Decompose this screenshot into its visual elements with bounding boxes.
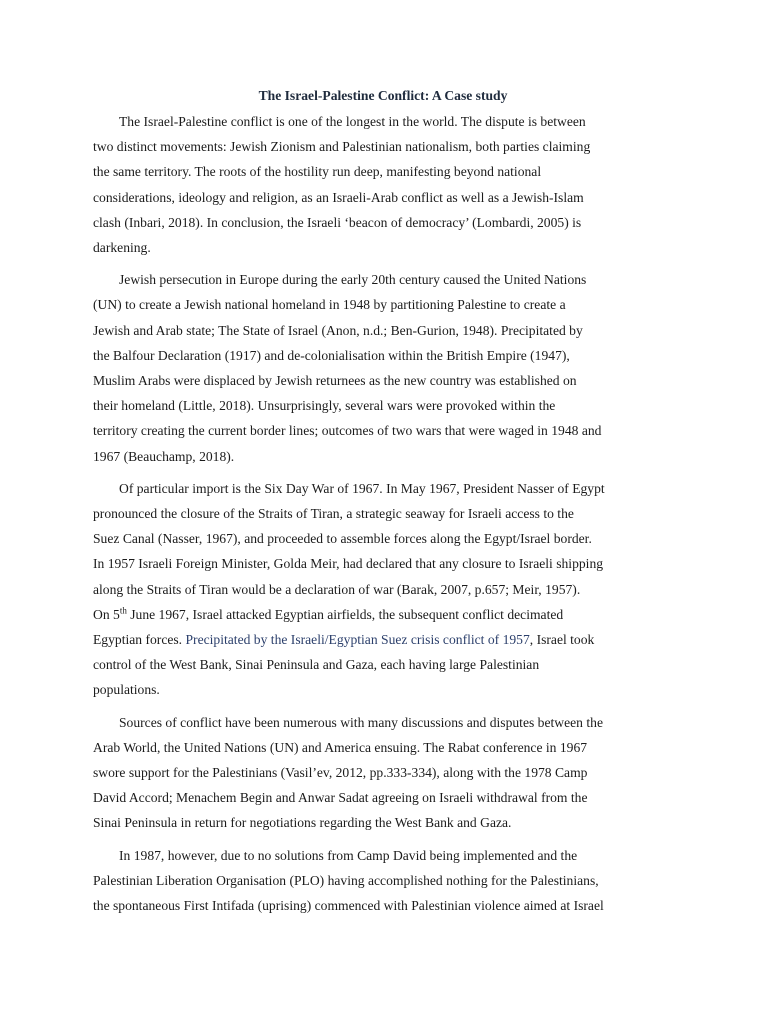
paragraph-line: Sinai Peninsula in return for negotiations regarding the West Bank and Gaza. xyxy=(93,815,512,831)
paragraph-line: Suez Canal (Nasser, 1967), and proceeded to assemble forces along the Egypt/Israel border. xyxy=(93,531,592,547)
paragraph-line: territory creating the current border lines; outcomes of two wars that were waged in 1948 and xyxy=(93,423,602,439)
paragraph-line: the spontaneous First Intifada (uprising) commenced with Palestinian violence aimed at Israel xyxy=(93,898,604,914)
paragraph-line: Jewish and Arab state; The State of Israel (Anon, n.d.; Ben-Gurion, 1948). Precipitated by xyxy=(93,322,583,338)
paragraph-line: clash (Inbari, 2018). In conclusion, the Israeli ‘beacon of democracy’ (Lombardi, 2005) is xyxy=(93,214,582,230)
paragraph-line: David Accord; Menachem Begin and Anwar Sadat agreeing on Israeli withdrawal from the xyxy=(93,790,588,806)
paragraph-first-intifada xyxy=(93,843,673,919)
paragraph-line: Muslim Arabs were displaced by Jewish returnees as the new country was established on xyxy=(93,373,577,389)
paragraph-line: In 1957 Israeli Foreign Minister, Golda Meir, had declared that any closure to Israeli shipping xyxy=(93,556,604,572)
document-page xyxy=(93,86,673,925)
paragraph-line: considerations, ideology and religion, as an Israeli-Arab conflict as well as a Jewish-Islam xyxy=(93,189,584,205)
paragraph-sources-of-conflict xyxy=(93,710,673,836)
paragraph-line: two distinct movements: Jewish Zionism and Palestinian nationalism, both parties claiming xyxy=(93,139,591,155)
paragraph-line: In 1987, however, due to no solutions from Camp David being implemented and the xyxy=(119,847,578,863)
paragraph-six-day-war xyxy=(93,476,673,703)
paragraph-line: pronounced the closure of the Straits of Tiran, a strategic seaway for Israeli access to the xyxy=(93,506,574,522)
paragraph-history xyxy=(93,267,673,469)
paragraph-line: populations. xyxy=(93,682,160,698)
paragraph-line: darkening. xyxy=(93,240,151,256)
paragraph-line: swore support for the Palestinians (Vasil’ev, 2012, pp.333-334), along with the 1978 Camp xyxy=(93,765,588,781)
paragraph-line: their homeland (Little, 2018). Unsurprisingly, several wars were provoked within the xyxy=(93,398,556,414)
superscript: th xyxy=(119,605,127,616)
paragraph-line: Arab World, the United Nations (UN) and America ensuing. The Rabat conference in 1967 xyxy=(93,739,588,755)
highlighted-text: Precipitated by the Israeli/Egyptian Suez crisis conflict of 1957 xyxy=(185,632,530,648)
paragraph-line: Of particular import is the Six Day War of 1967. In May 1967, President Nasser of Egypt xyxy=(119,480,605,496)
paragraph-line: the same territory. The roots of the hostility run deep, manifesting beyond national xyxy=(93,164,542,180)
paragraph-line xyxy=(93,627,673,652)
paragraph-line: The Israel-Palestine conflict is one of the longest in the world. The dispute is between xyxy=(119,114,586,129)
paragraph-line: control of the West Bank, Sinai Peninsula and Gaza, each having large Palestinian xyxy=(93,657,540,673)
paragraph-line: 1967 (Beauchamp, 2018). xyxy=(93,448,235,464)
paragraph-line xyxy=(93,602,673,627)
paragraph-line: Sources of conflict have been numerous with many discussions and disputes between the xyxy=(119,714,603,730)
paragraph-line: along the Straits of Tiran would be a declaration of war (Barak, 2007, p.657; Meir, 1957). xyxy=(93,581,581,597)
paragraph-line: the Balfour Declaration (1917) and de-colonialisation within the British Empire (1947), xyxy=(93,347,570,363)
paragraph-line: Palestinian Liberation Organisation (PLO) having accomplished nothing for the Palestinians, xyxy=(93,872,599,888)
text-segment: On 5 xyxy=(93,606,120,622)
document-title: The Israel-Palestine Conflict: A Case study xyxy=(258,88,508,103)
text-segment: , Israel took xyxy=(529,632,595,648)
paragraph-line: Jewish persecution in Europe during the early 20th century caused the United Nations xyxy=(119,272,587,288)
paragraph-intro xyxy=(93,109,673,260)
text-segment: Egyptian forces. xyxy=(93,632,186,648)
paragraph-line: (UN) to create a Jewish national homeland in 1948 by partitioning Palestine to create a xyxy=(93,297,566,313)
text-segment: June 1967, Israel attacked Egyptian airfields, the subsequent conflict decimated xyxy=(126,606,564,622)
